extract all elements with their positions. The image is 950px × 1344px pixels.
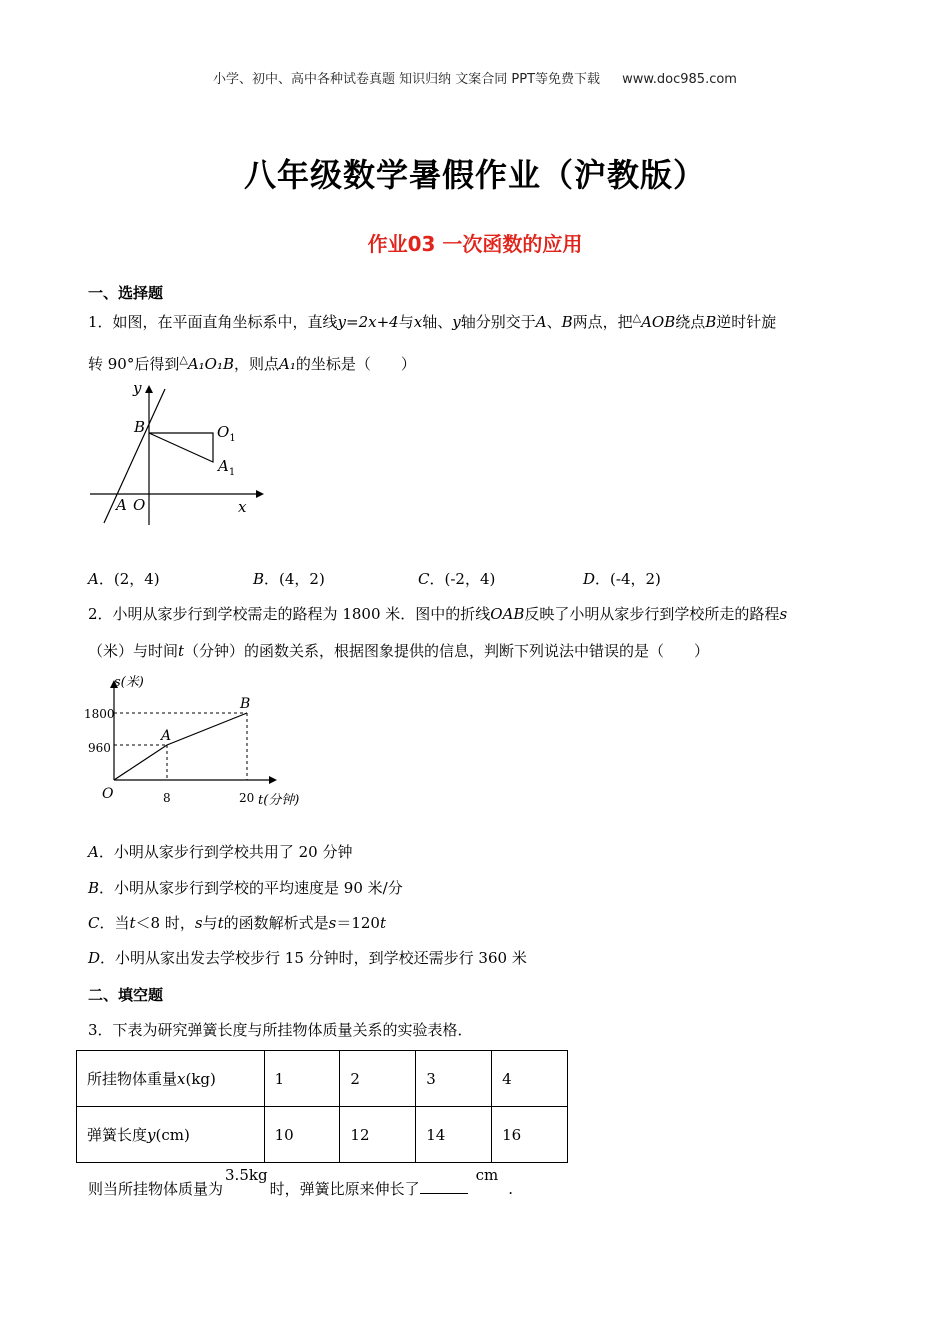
q1-option-a[interactable]: A．(2，4) [88, 570, 160, 588]
fig-label-x: x [238, 498, 247, 516]
question-1-figure [86, 375, 266, 535]
question-2-graph [84, 670, 324, 815]
question-3-intro: 3．下表为研究弹簧长度与所挂物体质量关系的实验表格． [88, 1021, 473, 1039]
t-axis-arrow-icon [269, 776, 277, 784]
graph-label-A: A [161, 728, 172, 744]
graph-tick-960: 960 [88, 741, 111, 755]
header-site[interactable]: www.doc985.com [622, 72, 737, 87]
answer-blank[interactable] [420, 1179, 468, 1194]
table-row [77, 1107, 568, 1163]
table-cell: 1 [264, 1051, 340, 1107]
row2-header: 弹簧长度y(cm) [77, 1107, 265, 1163]
row1-header: 所挂物体重量x(kg) [77, 1051, 265, 1107]
x-axis-arrow-icon [256, 490, 264, 498]
q2-option-b[interactable]: B．小明从家步行到学校的平均速度是 90 米/分 [88, 879, 403, 897]
table-cell: 10 [264, 1107, 340, 1163]
q1-option-d[interactable]: D．(-4，2) [583, 570, 661, 588]
triangle-icon: △ [632, 311, 642, 324]
table-cell: 4 [492, 1051, 568, 1107]
question-1-text: 1．如图，在平面直角坐标系中，直线y=2x+4与x轴、y轴分别交于A、B两点，把△AOB绕点B逆时针旋 转 90°后得到△A₁O₁B，则点A₁的坐标是（ ） [88, 311, 777, 373]
table-cell: 16 [492, 1107, 568, 1163]
graph-xlabel: t(分钟) [258, 793, 300, 808]
triangle-icon: △ [179, 353, 188, 366]
page-title: 八年级数学暑假作业（沪教版） [243, 156, 706, 194]
spring-data-table [76, 1050, 568, 1163]
header-text: 小学、初中、高中各种试卷真题 知识归纳 文案合同 PPT等免费下载 [213, 72, 601, 87]
graph-ylabel: s(米) [114, 675, 144, 690]
assignment-subtitle: 作业03 一次函数的应用 [367, 232, 583, 256]
path-OAB [114, 713, 247, 780]
fig-label-y: y [133, 379, 142, 397]
table-cell: 2 [340, 1051, 416, 1107]
graph-tick-20: 20 [239, 791, 255, 805]
graph-tick-8: 8 [163, 791, 171, 805]
question-3-tail: 则当所挂物体质量为3.5kg时，弹簧比原来伸长了cm. [88, 1166, 513, 1198]
table-cell: 3 [416, 1051, 492, 1107]
graph-label-O: O [102, 786, 114, 802]
q2-option-c[interactable]: C．当t＜8 时，s与t的函数解析式是s＝120t [88, 914, 386, 932]
q2-option-d[interactable]: D．小明从家出发去学校步行 15 分钟时，到学校还需步行 360 米 [88, 949, 527, 967]
table-row [77, 1051, 568, 1107]
section-choice-heading: 一、选择题 [88, 284, 164, 302]
fig-label-B: B [134, 418, 146, 436]
fig-label-O1: $O_1$ [217, 423, 236, 444]
q1-option-c[interactable]: C．(-2，4) [418, 570, 496, 588]
table-cell: 14 [416, 1107, 492, 1163]
table-cell: 12 [340, 1107, 416, 1163]
section-fill-heading: 二、填空题 [88, 986, 164, 1004]
q1-option-b[interactable]: B．(4，2) [253, 570, 325, 588]
mass-value: 3.5kg [225, 1166, 268, 1184]
fig-label-O: O [133, 496, 146, 514]
fig-label-A: A [116, 496, 127, 514]
q2-option-a[interactable]: A．小明从家步行到学校共用了 20 分钟 [88, 843, 353, 861]
question-2-text: 2．小明从家步行到学校需走的路程为 1800 米．图中的折线OAB反映了小明从家步行到学校所走的路程s （米）与时间t（分钟）的函数关系，根据图象提供的信息，判断下列说法中错误的是（ ） [88, 605, 788, 660]
graph-tick-1800: 1800 [84, 707, 115, 721]
graph-label-B: B [240, 696, 251, 712]
y-axis-arrow-icon [145, 385, 153, 393]
fig-label-A1: $A_1$ [218, 457, 236, 478]
rotated-triangle [149, 433, 213, 462]
unit-cm: cm [475, 1166, 499, 1184]
page-header [0, 68, 950, 87]
